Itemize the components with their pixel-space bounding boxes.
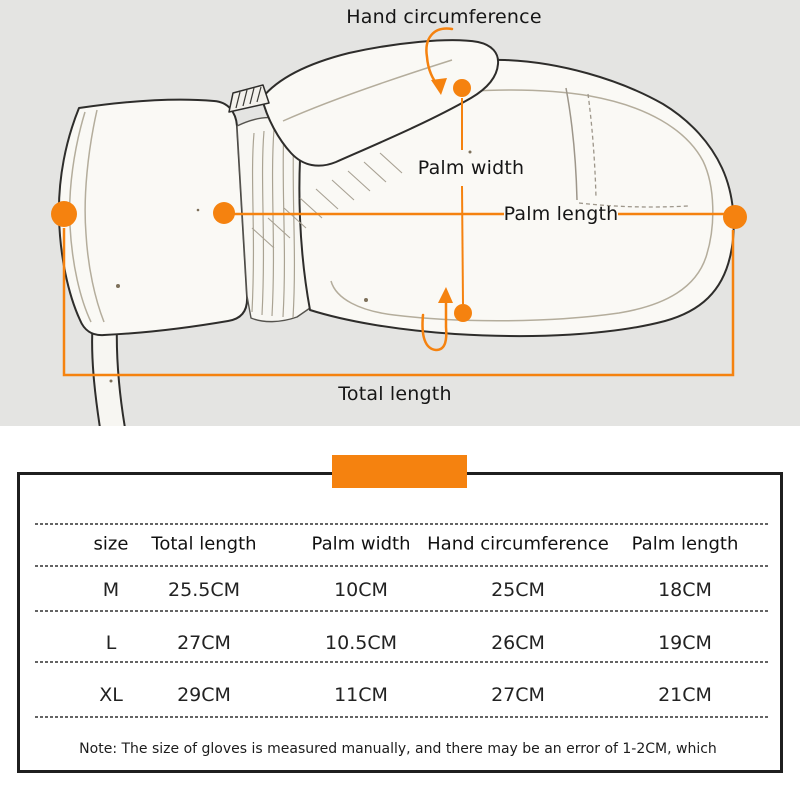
cell-handcirc-m: 25CM: [491, 579, 545, 601]
cell-palmwidth-l: 10.5CM: [325, 632, 397, 654]
orange-header-tab: [332, 455, 467, 488]
palm-width-label: Palm width: [417, 157, 525, 179]
table-divider: [35, 661, 768, 663]
cell-handcirc-l: 26CM: [491, 632, 545, 654]
hand-circumference-label: Hand circumference: [346, 6, 542, 28]
cell-total-l: 27CM: [177, 632, 231, 654]
buckle-tab: [229, 85, 269, 112]
cell-palmlength-xl: 21CM: [658, 684, 712, 706]
palm-length-label: Palm length: [503, 203, 619, 225]
palm-width-line: [462, 98, 463, 304]
cell-palmlength-m: 18CM: [658, 579, 712, 601]
cell-total-xl: 29CM: [177, 684, 231, 706]
measurement-note: Note: The size of gloves is measured manually, and there may be an error of 1-2CM, which: [79, 741, 717, 757]
table-divider: [35, 523, 768, 525]
total-length-label: Total length: [338, 383, 452, 405]
header-palm-width: Palm width: [311, 533, 411, 555]
thumb-base-dot: [453, 79, 471, 97]
cell-size-m: M: [102, 579, 120, 601]
table-divider: [35, 610, 768, 612]
header-size: size: [93, 533, 129, 555]
header-palm-length: Palm length: [631, 533, 739, 555]
cell-palmlength-l: 19CM: [658, 632, 712, 654]
cell-handcirc-xl: 27CM: [491, 684, 545, 706]
cell-size-l: L: [105, 632, 117, 654]
cell-total-m: 25.5CM: [168, 579, 240, 601]
cell-palmwidth-m: 10CM: [334, 579, 388, 601]
table-divider: [35, 565, 768, 567]
table-divider: [35, 716, 768, 718]
header-total-length: Total length: [151, 533, 257, 555]
fingertip-dot: [723, 205, 747, 229]
cell-palmwidth-xl: 11CM: [334, 684, 388, 706]
palm-bottom-dot: [454, 304, 472, 322]
cell-size-xl: XL: [99, 684, 123, 706]
size-table: [17, 472, 783, 773]
cuff-left-dot: [51, 201, 77, 227]
header-hand-circumference: Hand circumference: [427, 533, 609, 555]
wrist-dot: [213, 202, 235, 224]
